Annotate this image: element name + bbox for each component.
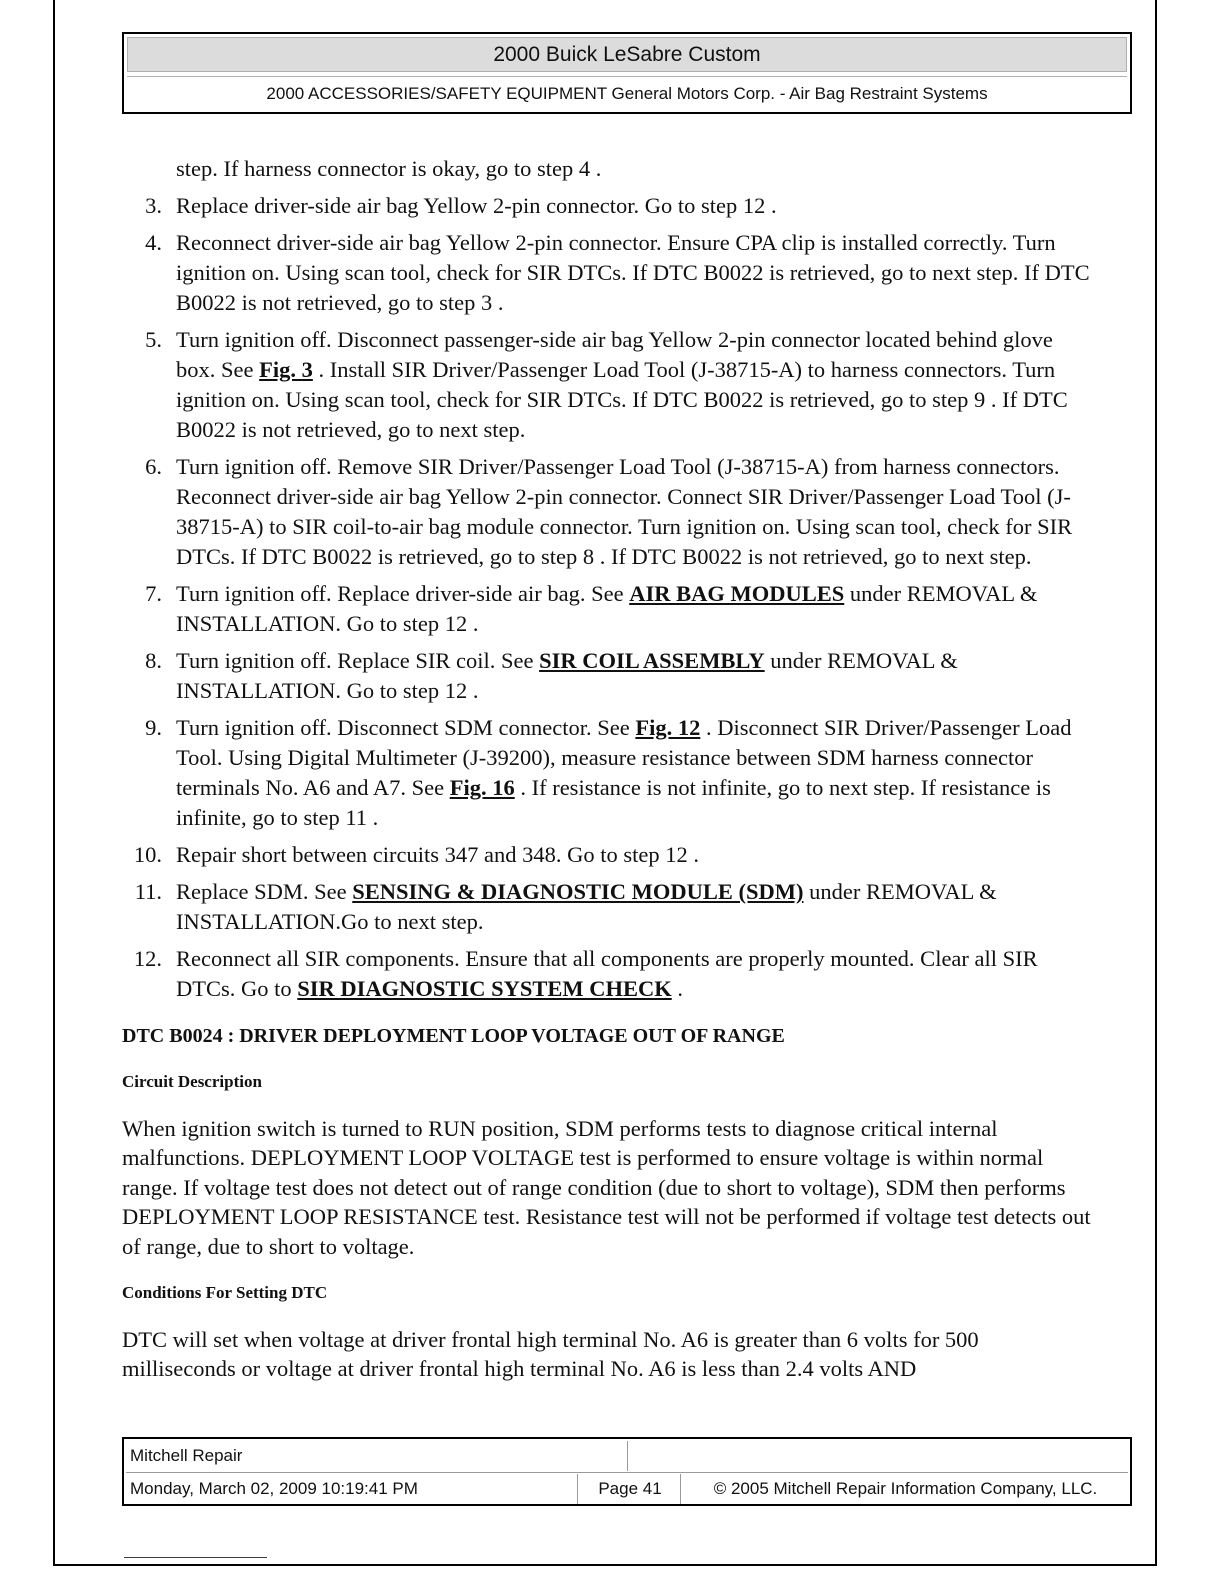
fig-16-link[interactable]: Fig. 16 (449, 775, 515, 800)
footer-blank-cell (630, 1441, 1128, 1471)
step-number: 12. (133, 946, 162, 971)
step-10 (122, 840, 1097, 870)
step-6 (122, 452, 1097, 572)
step-text: Turn ignition off. Remove SIR Driver/Passenger Load Tool (J-38715-A) from harness connectors. Reconnect driver-side air bag Yellow 2-pin connector. Connect SIR Driver/Passenger Load Tool (J-38715-A) to SIR coil-to-air bag module connector. Turn ignition on. Using scan tool, check for SIR DTCs. If DTC B0022 is retrieved, go to step 8 . If DTC B0022 is not retrieved, go to next step. (176, 454, 1073, 569)
step-number: 3. (145, 193, 162, 218)
step-text: Turn ignition off. Disconnect SDM connector. See (176, 715, 636, 740)
step-number: 4. (145, 230, 162, 255)
step-text: Turn ignition off. Replace SIR coil. See (176, 648, 540, 673)
step-number: 8. (145, 648, 162, 673)
step-12 (122, 944, 1097, 1004)
step-11 (122, 877, 1097, 937)
conditions-text: DTC will set when voltage at driver frontal high terminal No. A6 is greater than 6 volts for 500 milliseconds or voltage at driver frontal high terminal No. A6 is less than 2.4 volts AND (122, 1327, 979, 1382)
step-8 (122, 646, 1097, 706)
step-text: Reconnect all SIR components. Ensure that all components are properly mounted. Clear all SIR DTCs. Go to (176, 946, 1038, 1001)
step-7 (122, 579, 1097, 639)
circuit-description-heading: Circuit Description (122, 1072, 262, 1091)
step-number: 7. (145, 581, 162, 606)
footnote-rule (124, 1557, 267, 1558)
step-4 (122, 228, 1097, 318)
footer-divider (126, 1472, 1128, 1473)
conditions-heading: Conditions For Setting DTC (122, 1283, 328, 1303)
document-footer (122, 1437, 1132, 1506)
fig-12-link[interactable]: Fig. 12 (635, 715, 701, 740)
step-text: Turn ignition off. Replace driver-side air bag. See (176, 581, 630, 606)
step-text: . If resistance is not infinite, go to next step. If resistance is infinite, go to step 11 . (176, 775, 1051, 830)
footer-company: Mitchell Repair (126, 1441, 628, 1471)
document-subtitle: 2000 ACCESSORIES/SAFETY EQUIPMENT General Motors Corp. - Air Bag Restraint Systems (127, 76, 1127, 110)
air-bag-modules-link[interactable]: AIR BAG MODULES (629, 581, 845, 606)
step-text: . (671, 976, 683, 1001)
circuit-description-text: When ignition switch is turned to RUN position, SDM performs tests to diagnose critical internal malfunctions. DEPLOYMENT LOOP VOLTAGE test is performed to ensure voltage is within normal range. If voltage test does not detect out of range condition (due to short to voltage), SDM then performs DEPLOYMENT LOOP RESISTANCE test. Resistance test will not be performed if voltage test detects out of range, due to short to voltage. (122, 1116, 1091, 1259)
step-number: 6. (145, 454, 162, 479)
step-text: under REMOVAL & INSTALLATION. Go to step 12 . (176, 648, 958, 703)
document-header (122, 32, 1132, 114)
step-text: under REMOVAL & INSTALLATION.Go to next step. (176, 879, 997, 934)
step-text: Reconnect driver-side air bag Yellow 2-pin connector. Ensure CPA clip is installed correctly. Turn ignition on. Using scan tool, check for SIR DTCs. If DTC B0022 is retrieved, go to next step. If DTC B0022 is not retrieved, go to step 3 . (176, 230, 1090, 315)
step-text: . Disconnect SIR Driver/Passenger Load Tool. Using Digital Multimeter (J-39200), measure resistance between SDM harness connector terminals No. A6 and A7. See (176, 715, 1072, 800)
step-text: under REMOVAL & INSTALLATION. Go to step 12 . (176, 581, 1038, 636)
step-text: Replace SDM. See (176, 879, 353, 904)
step-text: Replace driver-side air bag Yellow 2-pin connector. Go to step 12 . (176, 193, 777, 218)
sir-coil-assembly-link[interactable]: SIR COIL ASSEMBLY (539, 648, 765, 673)
footer-date: Monday, March 02, 2009 10:19:41 PM (126, 1474, 578, 1504)
section-heading: DTC B0024 : DRIVER DEPLOYMENT LOOP VOLTAGE OUT OF RANGE (122, 1025, 785, 1047)
step-text: step. If harness connector is okay, go to step 4 . (176, 156, 602, 181)
step-3 (122, 191, 1097, 221)
sdm-link[interactable]: SENSING & DIAGNOSTIC MODULE (SDM) (352, 879, 804, 904)
step-number: 11. (134, 879, 162, 904)
step-number: 5. (145, 327, 162, 352)
step-text: . Install SIR Driver/Passenger Load Tool (J-38715-A) to harness connectors. Turn ignition on. Using scan tool, check for SIR DTCs. If DTC B0022 is retrieved, go to step 9 . If DTC B0022 is not retrieved, go to next step. (176, 357, 1068, 442)
footer-page-number: Page 41 (580, 1474, 681, 1504)
step-text: Repair short between circuits 347 and 348. Go to step 12 . (176, 842, 700, 867)
step-5 (122, 325, 1097, 445)
document-title: 2000 Buick LeSabre Custom (127, 37, 1127, 72)
step-text: Turn ignition off. Disconnect passenger-side air bag Yellow 2-pin connector located behind glove box. See (176, 327, 1053, 382)
sir-diagnostic-system-check-link[interactable]: SIR DIAGNOSTIC SYSTEM CHECK (297, 976, 672, 1001)
document-body (122, 154, 1097, 1384)
step-2-continued (122, 154, 1097, 184)
step-9 (122, 713, 1097, 833)
step-number: 10. (133, 842, 162, 867)
footer-copyright: © 2005 Mitchell Repair Information Company, LLC. (713, 1479, 1098, 1498)
fig-3-link[interactable]: Fig. 3 (259, 357, 313, 382)
step-number: 9. (145, 715, 162, 740)
